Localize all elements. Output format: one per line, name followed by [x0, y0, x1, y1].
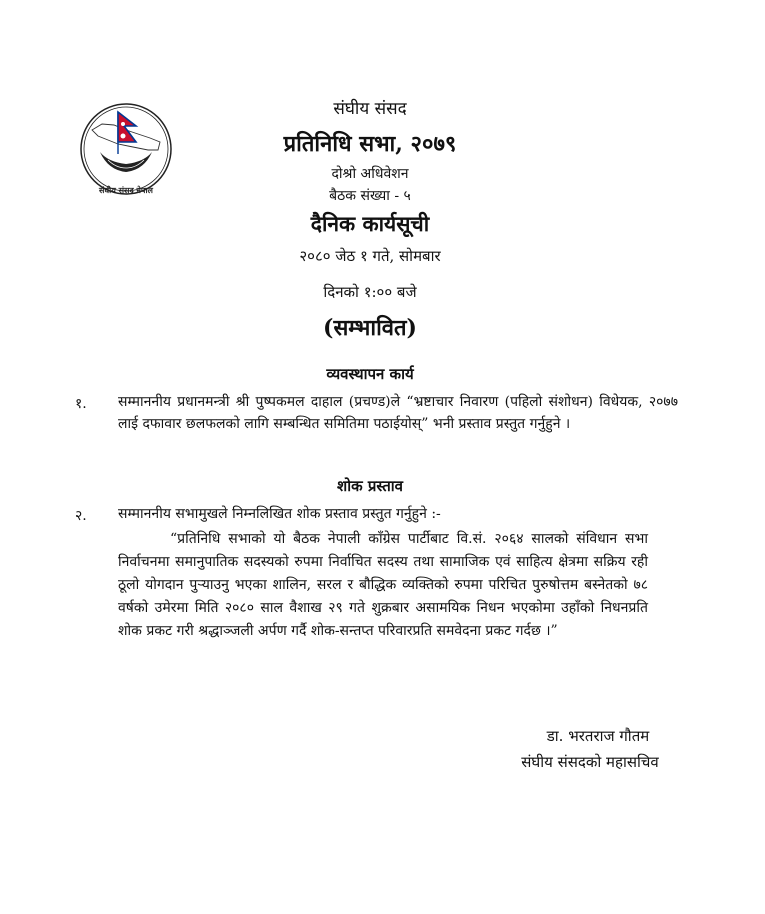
status-label: (सम्भावित) — [323, 315, 417, 341]
condolence-quote: “प्रतिनिधि सभाको यो बैठक नेपाली काँग्रेस पार्टीबाट वि.सं. २०६४ सालको संविधान सभा निर्वाचनमा समानुपातिक सदस्यको रुपमा निर्वाचित सदस्य तथा सामाजिक एवं साहित्य क्षेत्रमा सक्रिय रही ठूलो योगदान पुऱ्याउनु भएका शालिन, सरल र बौद्धिक व्यक्तिको रुपमा परिचित पुरुषोत्तम बस्नेतको ७८ वर्षको उमेरमा मिति २०८० साल वैशाख २९ गते शुक्रबार असामयिक निधन भएकोमा उहाँको निधनप्रति शोक प्रकट गरी श्रद्धाञ्जली अर्पण गर्दै शोक-सन्तप्त परिवारप्रति समवेदना प्रकट गर्दछ ।” — [118, 531, 648, 639]
session-label: दोश्रो अधिवेशन — [331, 166, 409, 182]
signatory-name: डा. भरतराज गौतम — [546, 727, 650, 745]
item-number: १. — [75, 396, 87, 412]
signatory-title: संघीय संसदको महासचिव — [521, 753, 659, 771]
item-text: सम्माननीय सभामुखले निम्नलिखित शोक प्रस्ताव प्रस्तुत गर्नुहुने :- — [118, 506, 441, 522]
parliament-name: संघीय संसद — [333, 99, 407, 119]
agenda-title: दैनिक कार्यसूची — [310, 211, 430, 236]
section-heading-management: व्यवस्थापन कार्य — [326, 365, 414, 383]
item-text: सम्माननीय प्रधानमन्त्री श्री पुष्पकमल दाहाल (प्रचण्ड)ले “भ्रष्टाचार निवारण (पहिलो संशोधन) विधेयक, २०७७ लाई दफावार छलफलको लागि सम्बन्धित समितिमा पठाईयोस्” भनी प्रस्ताव प्रस्तुत गर्नुहुने । — [118, 394, 678, 432]
meeting-number: बैठक संख्या - ५ — [329, 188, 411, 204]
emblem-caption: संघीय संसद नेपाल — [99, 186, 153, 195]
section-heading-condolence: शोक प्रस्ताव — [337, 477, 403, 495]
agenda-date: २०८० जेठ १ गते, सोमबार — [299, 247, 441, 265]
item-number: २. — [75, 508, 87, 524]
agenda-time: दिनको १:०० बजे — [323, 283, 417, 301]
parliament-emblem-icon — [78, 94, 174, 204]
house-title: प्रतिनिधि सभा, २०७९ — [283, 131, 457, 157]
